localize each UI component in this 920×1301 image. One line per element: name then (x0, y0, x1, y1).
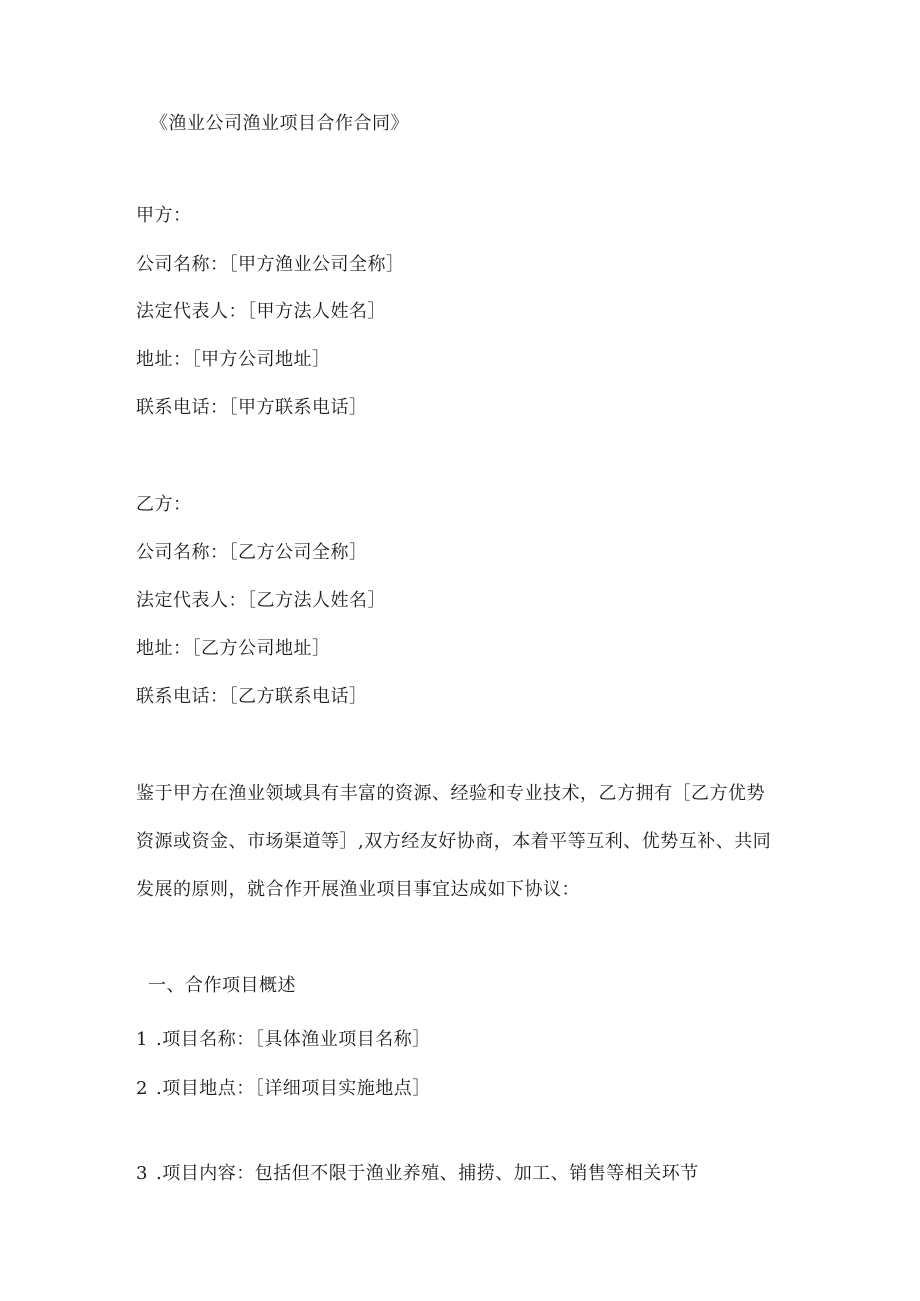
section-1-item (136, 1163, 699, 1185)
party-b-address: 地址：［乙方公司地址］ (136, 638, 331, 659)
section-1-item (136, 1078, 431, 1100)
item-text: .项目内容：包括但不限于渔业养殖、捕捞、加工、销售等相关环节 (156, 1163, 699, 1184)
party-b-phone: 联系电话：［乙方联系电话］ (136, 686, 368, 707)
party-b-company-name: 公司名称：［乙方公司全称］ (136, 542, 368, 563)
item-number: 2 (136, 1078, 148, 1099)
party-a-legal-rep: 法定代表人：［甲方法人姓名］ (136, 301, 386, 322)
item-text: .项目名称：［具体渔业项目名称］ (156, 1029, 431, 1050)
section-1-item (136, 1029, 431, 1051)
preamble-line-1: 鉴于甲方在渔业领域具有丰富的资源、经验和专业技术，乙方拥有［乙方优势 (136, 783, 765, 804)
party-b-heading: 乙方： (136, 494, 192, 515)
section-1-heading: 一、合作项目概述 (148, 975, 296, 996)
party-a-heading: 甲方： (136, 205, 192, 226)
item-number: 3 (136, 1163, 148, 1184)
item-number: 1 (136, 1029, 148, 1050)
document-title: 《渔业公司渔业项目合作合同》 (150, 113, 409, 134)
preamble-line-2: 资源或资金、市场渠道等］,双方经友好协商，本着平等互利、优势互补、共同 (136, 831, 772, 852)
item-text: .项目地点：［详细项目实施地点］ (156, 1078, 431, 1099)
preamble-line-3: 发展的原则，就合作开展渔业项目事宜达成如下协议： (136, 879, 580, 900)
party-b-legal-rep: 法定代表人：［乙方法人姓名］ (136, 590, 386, 611)
party-a-address: 地址：［甲方公司地址］ (136, 349, 331, 370)
party-a-company-name: 公司名称：［甲方渔业公司全称］ (136, 254, 405, 275)
party-a-phone: 联系电话：［甲方联系电话］ (136, 397, 368, 418)
